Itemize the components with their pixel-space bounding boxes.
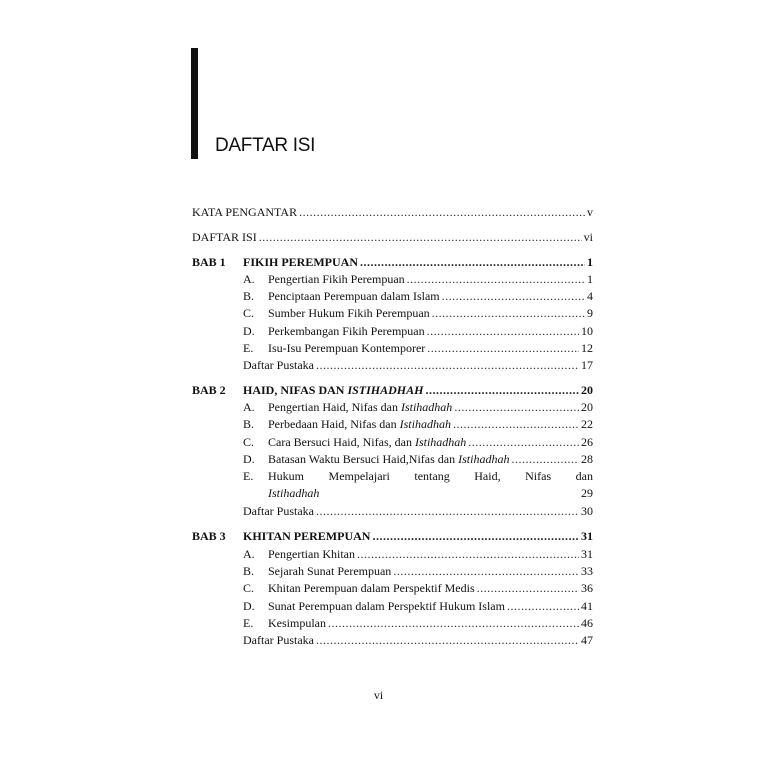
toc-item[interactable]: [243, 598, 593, 615]
dot-leader: [427, 340, 579, 357]
item-page: 12: [581, 341, 593, 355]
toc-bibliography[interactable]: [243, 503, 593, 520]
item-text-italic: Istihadhah: [268, 486, 320, 500]
item-page: 46: [581, 616, 593, 630]
dot-leader: [507, 598, 579, 615]
item-page: 10: [581, 324, 593, 338]
item-page: 29: [581, 486, 593, 500]
bibliography-label: Daftar Pustaka: [243, 358, 314, 372]
item-page: 33: [581, 564, 593, 578]
item-text-plain: Pengertian Haid, Nifas dan: [268, 400, 401, 414]
chapter-title: FIKIH PEREMPUAN: [243, 255, 358, 269]
item-text-italic: Istihadhah: [414, 435, 467, 449]
toc-entry-kata-pengantar[interactable]: [192, 204, 593, 221]
item-text-plain: Batasan Waktu Bersuci Haid,Nifas dan: [268, 452, 459, 466]
item-text-italic: Istihadhah: [400, 400, 453, 414]
item-page: 1: [587, 272, 593, 286]
toc-chapter-2[interactable]: [192, 382, 593, 399]
item-text-plain: Perbedaan Haid, Nifas dan: [268, 417, 400, 431]
dot-leader: [427, 323, 579, 340]
dot-leader: [393, 563, 579, 580]
item-text: Isu-Isu Perempuan Kontemporer: [268, 341, 426, 355]
chapter-number: BAB 3: [192, 529, 226, 543]
item-text: Sumber Hukum Fikih Perempuan: [268, 306, 430, 320]
toc-entry-daftar-isi[interactable]: [192, 229, 593, 246]
chapter-number: BAB 2: [192, 383, 226, 397]
item-text: [268, 434, 466, 451]
dot-leader: [357, 546, 579, 563]
chapter-title-plain: HAID, NIFAS DAN: [243, 383, 348, 397]
item-text: [268, 399, 452, 416]
item-text: Sunat Perempuan dalam Perspektif Hukum Islam: [268, 599, 505, 613]
item-text: Khitan Perempuan dalam Perspektif Medis: [268, 581, 475, 595]
toc-chapter-3[interactable]: [192, 528, 593, 545]
item-page: 26: [581, 435, 593, 449]
toc-item[interactable]: [243, 615, 593, 632]
toc-item[interactable]: [243, 323, 593, 340]
item-letter: E.: [243, 341, 254, 355]
item-page: 28: [581, 452, 593, 466]
chapter-title: [243, 382, 423, 399]
dot-leader: [328, 615, 579, 632]
toc-item[interactable]: [243, 416, 593, 433]
item-text: Penciptaan Perempuan dalam Islam: [268, 289, 440, 303]
toc-item[interactable]: [243, 580, 593, 597]
dot-leader: [360, 254, 585, 271]
dot-leader: [453, 416, 579, 433]
item-letter: B.: [243, 417, 255, 431]
toc-item[interactable]: [243, 563, 593, 580]
dot-leader: [511, 451, 579, 468]
item-page: 41: [581, 599, 593, 613]
item-text-italic: Istihadhah: [458, 452, 510, 466]
bibliography-label: Daftar Pustaka: [243, 633, 314, 647]
bibliography-page: 30: [581, 504, 593, 518]
bibliography-page: 17: [581, 358, 593, 372]
toc-item[interactable]: [243, 271, 593, 288]
toc-item-multiline[interactable]: [243, 468, 593, 502]
item-letter: A.: [243, 547, 255, 561]
dot-leader: [316, 503, 579, 520]
item-letter: A.: [243, 400, 255, 414]
dot-leader: [468, 434, 579, 451]
item-text-italic: Istihadhah: [399, 417, 451, 431]
page-number-footer: vi: [373, 688, 384, 702]
dot-leader: [299, 204, 585, 221]
dot-leader: [454, 399, 579, 416]
toc-entry-page: v: [587, 205, 593, 219]
item-text: [268, 416, 451, 433]
toc-item[interactable]: [243, 451, 593, 468]
item-letter: C.: [243, 581, 255, 595]
item-page: 22: [581, 417, 593, 431]
toc-bibliography[interactable]: [243, 632, 593, 649]
toc-bibliography[interactable]: [243, 357, 593, 374]
item-letter: B.: [243, 289, 255, 303]
item-letter: E.: [243, 469, 254, 483]
item-letter: E.: [243, 616, 254, 630]
item-letter: D.: [243, 452, 255, 466]
toc-item[interactable]: [243, 434, 593, 451]
dot-leader: [442, 288, 585, 305]
page-title: DAFTAR ISI: [215, 135, 316, 156]
item-page: 4: [587, 289, 593, 303]
toc-entry-label: DAFTAR ISI: [192, 230, 257, 244]
dot-leader: [316, 632, 579, 649]
item-text-plain: Cara Bersuci Haid, Nifas, dan: [268, 435, 415, 449]
item-page: 31: [581, 547, 593, 561]
item-letter: C.: [243, 306, 255, 320]
chapter-page: 31: [581, 529, 593, 543]
item-letter: D.: [243, 324, 255, 338]
chapter-page: 1: [587, 255, 593, 269]
toc-item[interactable]: [243, 305, 593, 322]
item-text-plain: Hukum Mempelajari tentang Haid, Nifas dan: [268, 469, 593, 483]
item-page: 20: [581, 400, 593, 414]
toc-item[interactable]: [243, 546, 593, 563]
dot-leader: [372, 528, 579, 545]
chapter-page: 20: [581, 383, 593, 397]
item-letter: A.: [243, 272, 255, 286]
toc-chapter-1[interactable]: [192, 254, 593, 271]
dot-leader: [477, 580, 579, 597]
toc-entry-label: KATA PENGANTAR: [192, 205, 298, 219]
dot-leader: [432, 305, 585, 322]
item-text: Pengertian Fikih Perempuan: [268, 272, 405, 286]
item-letter: C.: [243, 435, 255, 449]
dot-leader: [316, 357, 579, 374]
item-text: Pengertian Khitan: [268, 547, 355, 561]
bibliography-page: 47: [581, 633, 593, 647]
item-letter: B.: [243, 564, 255, 578]
bibliography-label: Daftar Pustaka: [243, 504, 314, 518]
title-accent-bar: [191, 48, 198, 159]
item-text: Sejarah Sunat Perempuan: [268, 564, 392, 578]
dot-leader: [259, 229, 582, 246]
item-text: [268, 451, 509, 468]
item-text: Kesimpulan: [268, 616, 326, 630]
chapter-number: BAB 1: [192, 255, 226, 269]
toc-item[interactable]: [243, 288, 593, 305]
toc-item[interactable]: [243, 340, 593, 357]
dot-leader: [407, 271, 585, 288]
item-text: Perkembangan Fikih Perempuan: [268, 324, 425, 338]
chapter-title: KHITAN PEREMPUAN: [243, 529, 371, 543]
chapter-title-italic: ISTIHADHAH: [347, 383, 424, 397]
item-letter: D.: [243, 599, 255, 613]
item-page: 36: [581, 581, 593, 595]
dot-leader: [425, 382, 579, 399]
toc-entry-page: vi: [583, 230, 593, 244]
item-page: 9: [587, 306, 593, 320]
toc-item[interactable]: [243, 399, 593, 416]
